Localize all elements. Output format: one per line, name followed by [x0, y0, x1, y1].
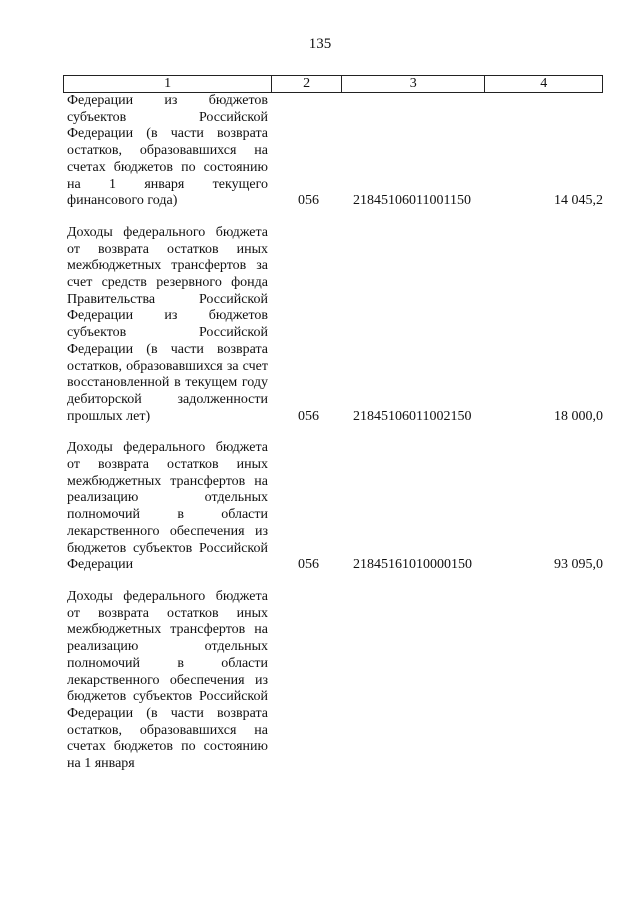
table-header: [63, 75, 603, 93]
table-row: [63, 93, 603, 210]
table-row: [63, 440, 603, 574]
row-admin-code: 056: [298, 408, 319, 424]
row-description: Доходы федерального бюджета от возврата остатков иных межбюджетных трансфертов на реализацию отдельных полномочий в области лекарственного обеспечения из бюджетов субъектов Российской Федерации (в части возврата остатков, образовавшихся на счетах бюджетов по состоянию на 1 января: [67, 588, 268, 772]
row-description: Федерации из бюджетов субъектов Российской Федерации (в части возврата остатков, образовавшихся на счетах бюджетов по состоянию на 1 января текущего финансового года): [67, 93, 268, 209]
table-row: [63, 225, 603, 425]
row-kbk-code: 21845106011002150: [353, 408, 472, 424]
header-col-2: 2: [272, 76, 342, 92]
page-number: 135: [308, 36, 332, 52]
row-description: Доходы федерального бюджета от возврата остатков иных межбюджетных трансфертов на реализацию отдельных полномочий в области лекарственного обеспечения из бюджетов субъектов Российской Федерации: [67, 440, 268, 573]
row-amount: 14 045,2: [554, 193, 603, 209]
row-kbk-code: 21845161010000150: [353, 557, 472, 573]
header-col-1: 1: [64, 76, 272, 92]
table-row: [63, 589, 603, 773]
row-kbk-code: 21845106011001150: [353, 193, 471, 209]
header-col-3: 3: [342, 76, 485, 92]
row-admin-code: 056: [298, 557, 319, 573]
header-col-4: 4: [540, 76, 548, 91]
row-admin-code: 056: [298, 193, 319, 209]
row-description: Доходы федерального бюджета от возврата остатков иных межбюджетных трансфертов за счет средств резервного фонда Правительства Российской Федерации из бюджетов субъектов Российской Федерации (в части возврата остатков, образовавшихся за счет восстановленной в текущем году дебиторской задолженности прошлых лет): [67, 224, 268, 424]
table-body: [63, 93, 603, 788]
row-amount: 18 000,0: [554, 408, 603, 424]
row-amount: 93 095,0: [554, 557, 603, 573]
